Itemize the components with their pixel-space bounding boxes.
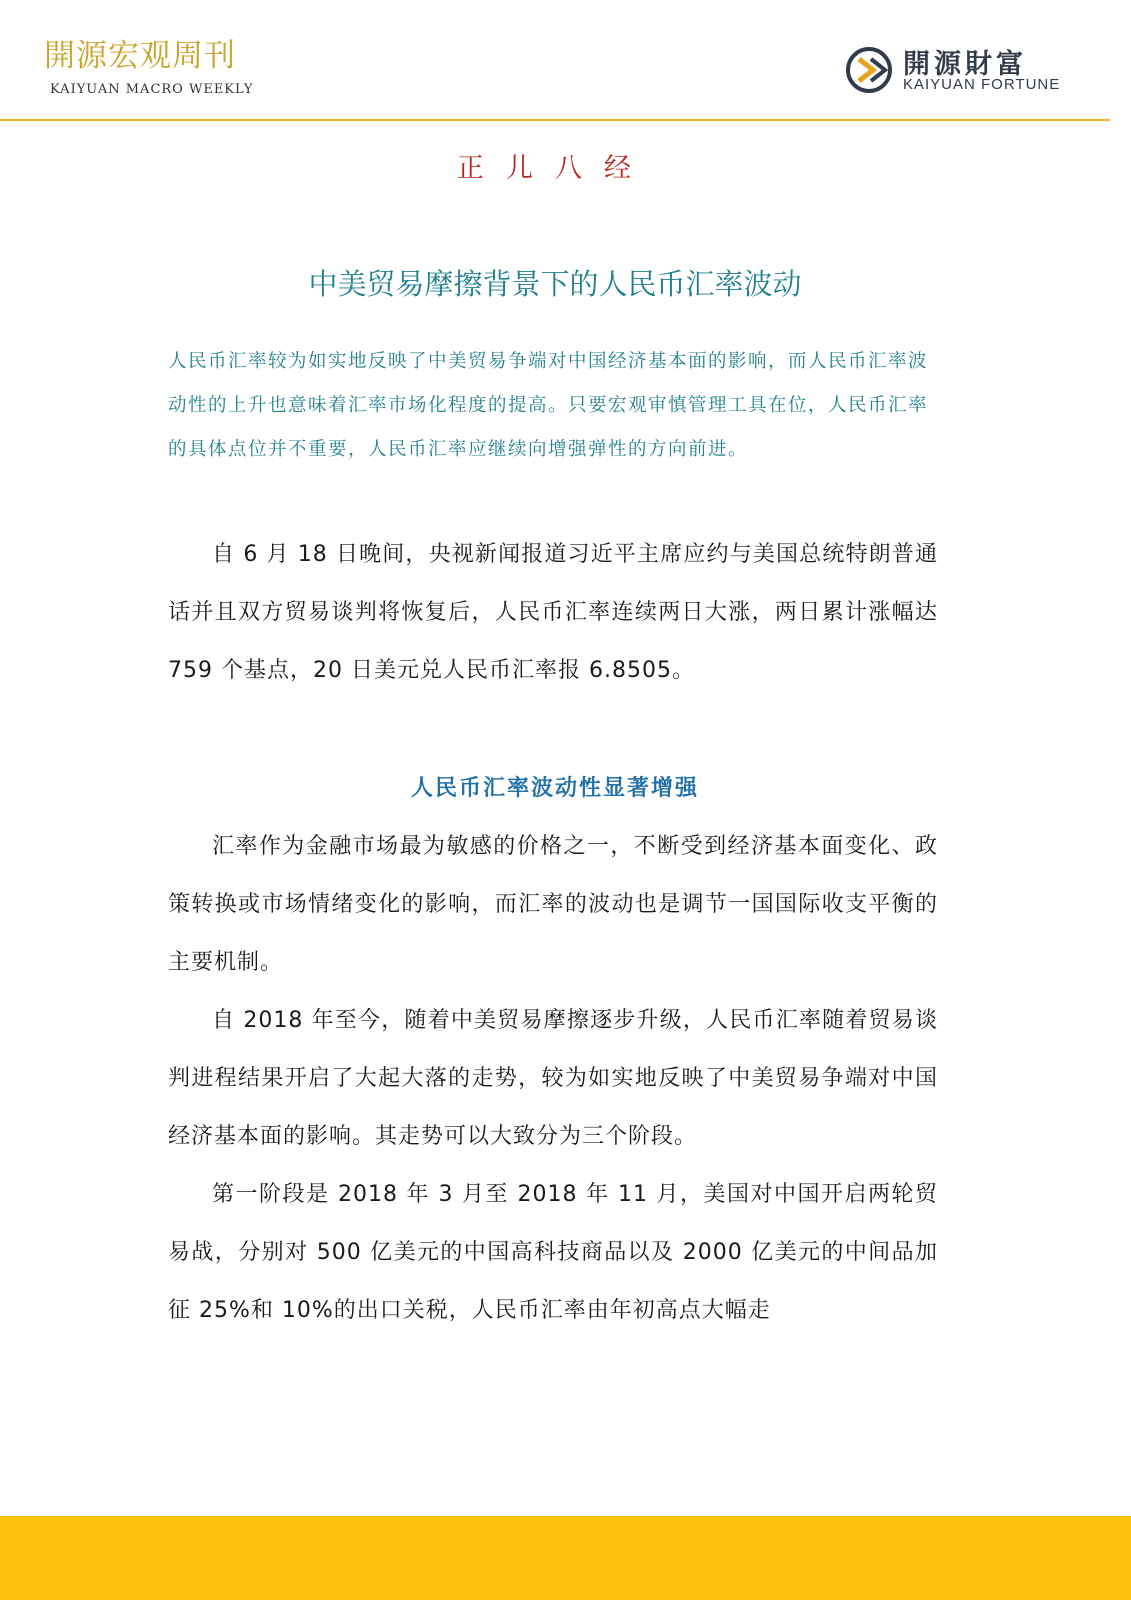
brand-name-cn: 開源財富 bbox=[903, 49, 1027, 80]
column-title: 正儿八经 bbox=[457, 153, 653, 184]
footer-bar bbox=[0, 1516, 1131, 1600]
body-paragraph: 汇率作为金融市场最为敏感的价格之一，不断受到经济基本面变化、政策转换或市场情绪变化的影响，而汇率的波动也是调节一国国际收支平衡的主要机制。 bbox=[168, 834, 938, 975]
body-paragraph: 自 2018 年至今，随着中美贸易摩擦逐步升级，人民币汇率随着贸易谈判进程结果开启了大起大落的走势，较为如实地反映了中美贸易争端对中国经济基本面的影响。其走势可以大致分为三个阶段。 bbox=[168, 1008, 938, 1149]
article-abstract: 人民币汇率较为如实地反映了中美贸易争端对中国经济基本面的影响，而人民币汇率波动性的上升也意味着汇率市场化程度的提高。只要宏观审慎管理工具在位，人民币汇率的具体点位并不重要，人民币汇率应继续向增强弹性的方向前进。 bbox=[168, 351, 929, 460]
brand-block bbox=[845, 44, 1075, 100]
article-title: 中美贸易摩擦背景下的人民币汇率波动 bbox=[308, 267, 802, 301]
intro-paragraph: 自 6 月 18 日晚间，央视新闻报道习近平主席应约与美国总统特朗普通话并且双方贸易谈判将恢复后，人民币汇率连续两日大涨，两日累计涨幅达 759 个基点，20 日美元兑人民币汇率报 6.8505。 bbox=[168, 542, 938, 683]
page-header bbox=[0, 0, 1131, 122]
brand-name-en: KAIYUAN FORTUNE bbox=[903, 76, 1061, 93]
kaiyuan-logo-icon bbox=[845, 46, 893, 94]
section-heading: 人民币汇率波动性显著增强 bbox=[410, 776, 699, 801]
section-body bbox=[168, 818, 938, 1340]
publication-subtitle: KAIYUAN MACRO WEEKLY bbox=[50, 82, 254, 97]
header-divider bbox=[0, 119, 1110, 121]
body-paragraph: 第一阶段是 2018 年 3 月至 2018 年 11 月，美国对中国开启两轮贸易战，分别对 500 亿美元的中国高科技商品以及 2000 亿美元的中间品加征 25%和 10%的出口关税，人民币汇率由年初高点大幅走 bbox=[168, 1182, 938, 1323]
publication-title: 開源宏观周刊 bbox=[44, 38, 236, 74]
intro-body bbox=[168, 526, 938, 700]
